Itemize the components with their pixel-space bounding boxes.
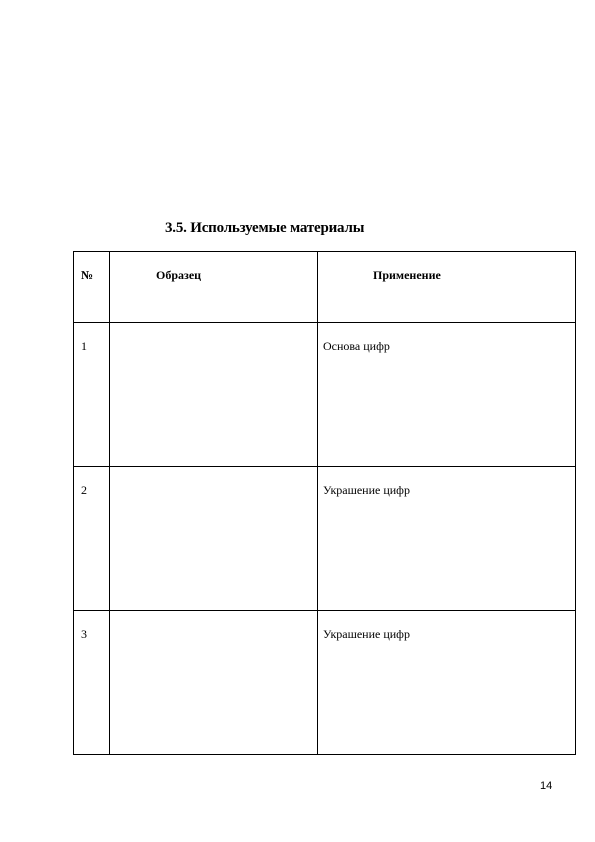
row-number: 3 <box>81 627 87 641</box>
header-sample <box>110 252 318 323</box>
row-sample <box>110 467 317 483</box>
row-sample <box>110 323 317 339</box>
materials-table <box>73 251 576 755</box>
row-sample-cell <box>110 611 318 755</box>
row-number: 2 <box>81 483 87 497</box>
header-usage <box>318 252 576 323</box>
table-row <box>74 323 576 467</box>
materials-table-container <box>73 251 575 751</box>
row-sample-cell <box>110 323 318 467</box>
header-number-label: № <box>81 268 94 282</box>
table-row <box>74 611 576 755</box>
row-number-cell <box>74 323 110 467</box>
row-usage: Основа цифр <box>323 339 390 353</box>
header-number <box>74 252 110 323</box>
row-sample <box>110 611 317 627</box>
header-usage-label: Применение <box>373 268 441 282</box>
row-usage: Украшение цифр <box>323 483 410 497</box>
table-header-row <box>74 252 576 323</box>
row-usage-cell <box>318 323 576 467</box>
row-usage-cell <box>318 611 576 755</box>
row-usage: Украшение цифр <box>323 627 410 641</box>
row-number-cell <box>74 467 110 611</box>
row-usage-cell <box>318 467 576 611</box>
row-number-cell <box>74 611 110 755</box>
table-row <box>74 467 576 611</box>
header-sample-label: Образец <box>156 268 202 282</box>
row-sample-cell <box>110 467 318 611</box>
section-title: 3.5. Используемые материалы <box>165 220 365 236</box>
row-number: 1 <box>81 339 87 353</box>
page-number: 14 <box>540 780 553 792</box>
